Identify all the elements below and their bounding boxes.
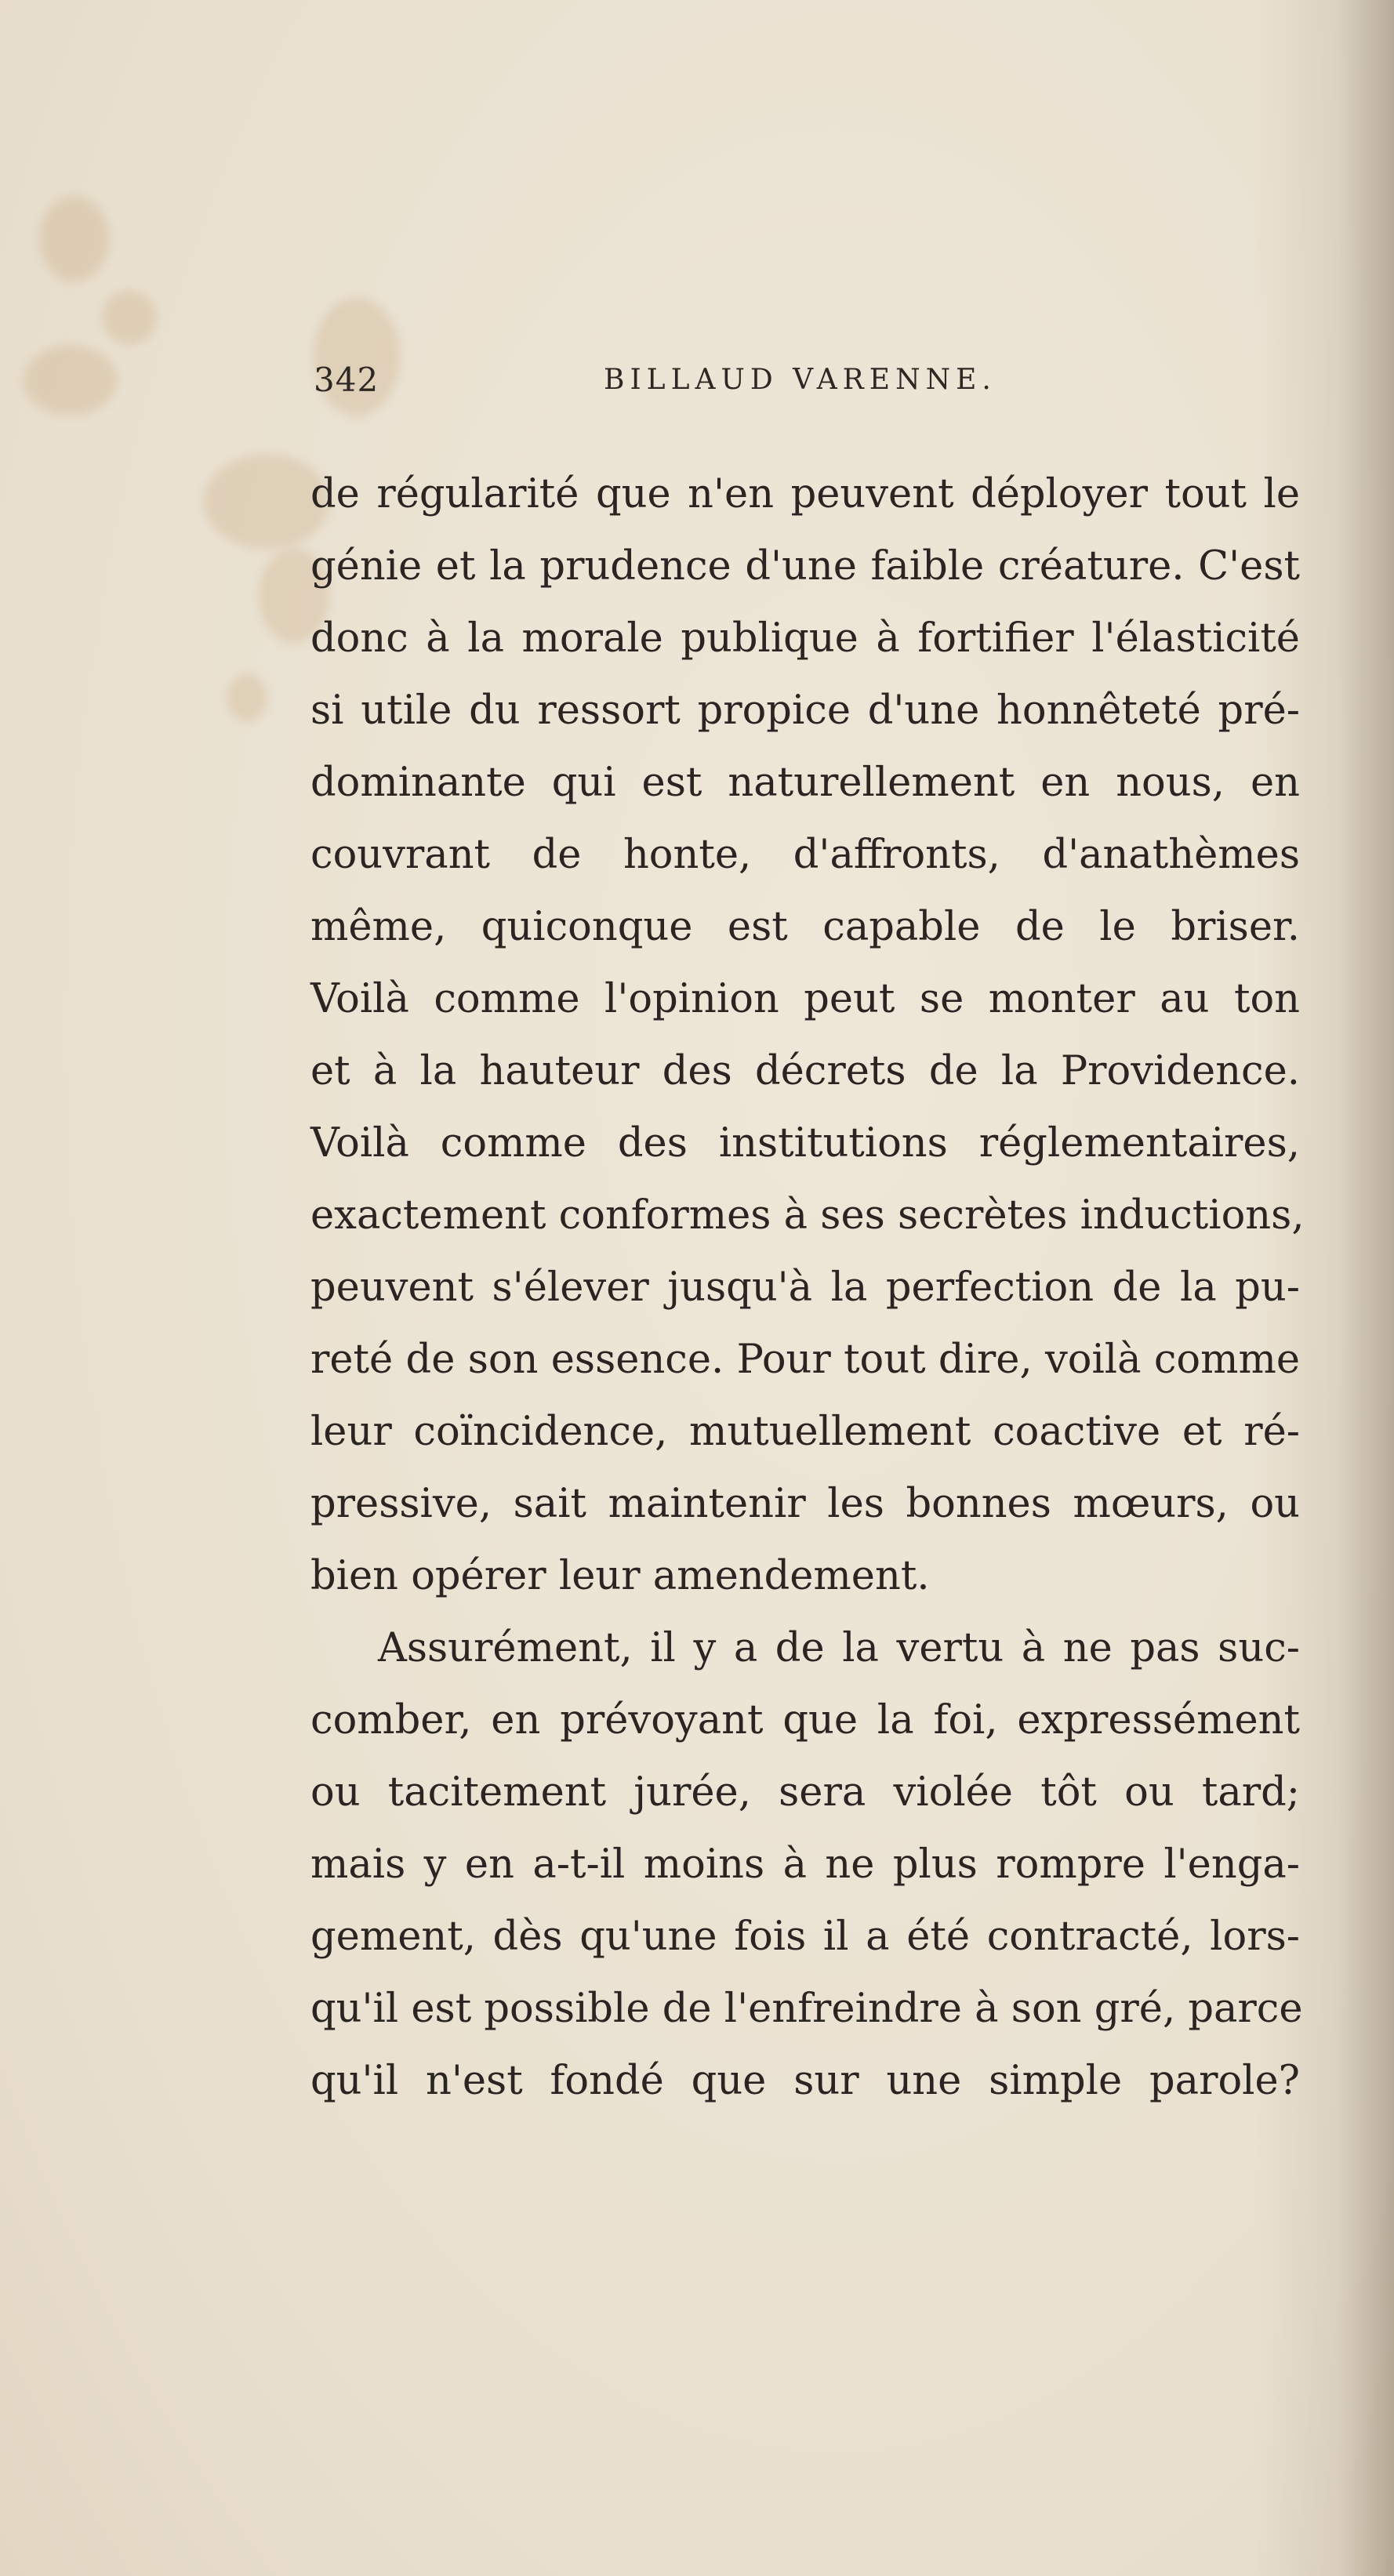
text-line: si utile du ressort propice d'une honnêteté pré- bbox=[310, 688, 1300, 734]
paragraph-start-line: Assurément, il y a de la vertu à ne pas suc- bbox=[378, 1625, 1300, 1671]
text-line: génie et la prudence d'une faible créature. C'est bbox=[310, 543, 1300, 590]
text-line: même, quiconque est capable de le briser. bbox=[310, 904, 1300, 950]
text-line: dominante qui est naturellement en nous, en bbox=[310, 760, 1300, 806]
text-line: ou tacitement jurée, sera violée tôt ou tard; bbox=[310, 1769, 1300, 1816]
running-title: BILLAUD VARENNE. bbox=[604, 364, 996, 396]
text-line: comber, en prévoyant que la foi, expressément bbox=[310, 1697, 1300, 1743]
text-line: exactement conformes à ses secrètes inductions, bbox=[310, 1192, 1305, 1239]
text-line: qu'il n'est fondé que sur une simple parole? bbox=[310, 2058, 1300, 2104]
text-line: leur coïncidence, mutuellement coactive et ré- bbox=[310, 1409, 1300, 1455]
text-line: Voilà comme des institutions réglementaires, bbox=[310, 1120, 1300, 1166]
text-line: reté de son essence. Pour tout dire, voilà comme bbox=[310, 1337, 1300, 1383]
text-line: gement, dès qu'une fois il a été contracté, lors- bbox=[310, 1914, 1300, 1960]
text-line: mais y en a-t-il moins à ne plus rompre l'enga- bbox=[310, 1841, 1300, 1888]
text-line: peuvent s'élever jusqu'à la perfection de la pu- bbox=[310, 1264, 1300, 1311]
body-text bbox=[310, 459, 1305, 2117]
text-line: pressive, sait maintenir les bonnes mœurs, ou bbox=[310, 1481, 1300, 1527]
foxing-stain bbox=[39, 196, 110, 282]
text-line: Voilà comme l'opinion peut se monter au ton bbox=[310, 976, 1300, 1022]
text-line: de régularité que n'en peuvent déployer tout le bbox=[310, 471, 1300, 517]
foxing-stain bbox=[227, 674, 267, 721]
text-line: et à la hauteur des décrets de la Providence. bbox=[310, 1048, 1300, 1094]
running-head bbox=[314, 361, 1294, 408]
text-line: couvrant de honte, d'affronts, d'anathèmes bbox=[310, 832, 1300, 878]
text-line: donc à la morale publique à fortifier l'élasticité bbox=[310, 615, 1300, 662]
paragraph-end-line: bien opérer leur amendement. bbox=[310, 1553, 930, 1599]
text-line: qu'il est possible de l'enfreindre à son gré, parce bbox=[310, 1986, 1303, 2032]
foxing-stain bbox=[102, 290, 157, 345]
foxing-stain bbox=[24, 345, 118, 415]
page-number: 342 bbox=[314, 361, 379, 399]
